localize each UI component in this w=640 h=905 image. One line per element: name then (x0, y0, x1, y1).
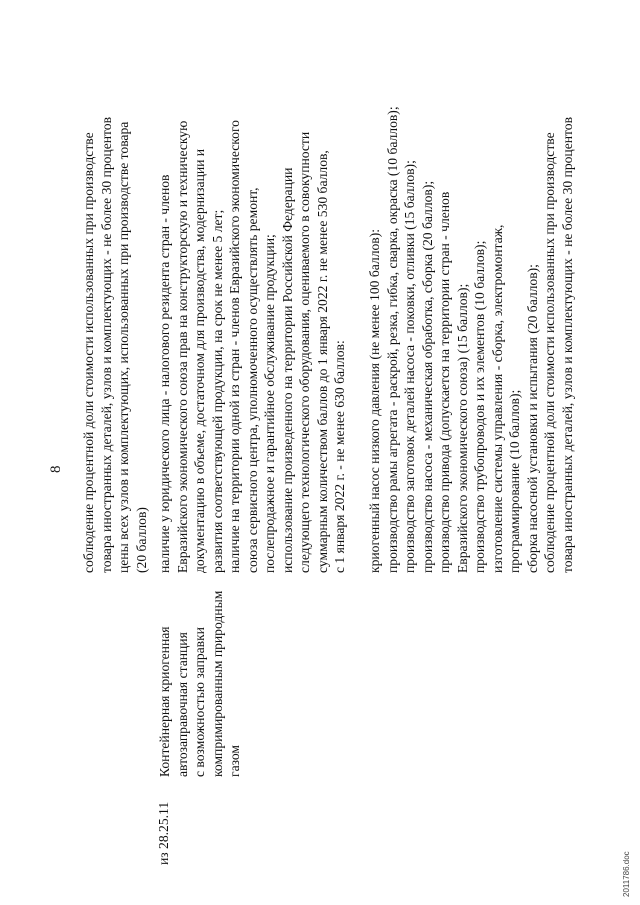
product-line: с возможностью заправки (192, 627, 207, 777)
requirement-line: послепродажное и гарантийное обслуживание продукции; (262, 234, 277, 573)
requirement-line: производство насоса - механическая обработка, сборка (20 баллов); (419, 180, 435, 573)
continued-line: товара иностранных деталей, узлов и комплектующих - не более 30 процентов (98, 117, 114, 573)
requirement-line: изготовление системы управления - сборка, электромонтаж, (489, 224, 505, 573)
requirement-line: производство рамы агрегата - раскрой, резка, гибка, сварка, окраска (10 баллов); (384, 106, 400, 573)
product-line: газом (227, 744, 242, 777)
page-number: 8 (48, 465, 64, 473)
product-line: компримированным природным (209, 590, 225, 777)
requirement-line: программирование (10 баллов); (507, 389, 522, 573)
requirements (156, 106, 576, 573)
product-line: Контейнерная криогенная (157, 626, 172, 777)
continued-line: (20 баллов) (133, 507, 149, 573)
requirement-line: товара иностранных деталей, узлов и комплектующих - не более 30 процентов (559, 117, 575, 573)
requirement-line: суммарным количеством баллов до 1 января 2022 г. не менее 530 баллов, (314, 150, 330, 573)
continued-line: соблюдение процентной доли стоимости использованных при производстве (81, 132, 96, 573)
requirement-line: союза сервисного центра, уполномоченного осуществлять ремонт, (244, 187, 260, 573)
product-name (156, 577, 244, 777)
requirement-line: соблюдение процентной доли стоимости использованных при производстве (542, 132, 557, 573)
requirement-line: Евразийского экономического союза прав на конструкторскую и техническую (174, 120, 190, 573)
requirement-line: криогенный насос низкого давления (не менее 100 баллов): (367, 229, 382, 573)
requirement-line: следующего технологического оборудования, оцениваемого в совокупности (297, 131, 312, 573)
requirement-line: наличие на территории одной из стран - членов Евразийского экономического (227, 120, 242, 573)
requirement-line: документацию в объеме, достаточном для производства, модернизации и (192, 148, 207, 573)
continued-line: цены всех узлов и комплектующих, использованных при производстве товара (116, 121, 131, 573)
requirement-line: производство привода (допускается на территории стран - членов (437, 191, 452, 573)
requirement-line: с 1 января 2022 г. - не менее 630 баллов: (332, 340, 347, 573)
requirement-line: наличие у юридического лица - налогового резидента стран - членов (157, 174, 172, 573)
requirement-line: производство трубопроводов и их элементов (10 баллов); (472, 240, 487, 573)
requirement-line: сборка насосной установки и испытания (20 баллов); (524, 264, 540, 573)
requirement-line: производство заготовок деталей насоса - поковки, отливки (15 баллов); (402, 160, 417, 573)
paragraph-gap (349, 106, 367, 573)
product-code: из 28.25.11 (156, 801, 171, 865)
footer-filename: 2011786.doc (622, 851, 631, 897)
requirement-line: использование произведенного на территории Российской Федерации (279, 167, 295, 573)
product-line: автозаправочная станция (174, 632, 190, 777)
requirement-line: развития соответствующей продукции, на срок не менее 5 лет; (209, 209, 225, 573)
requirement-line: Евразийского экономического союза) (15 баллов); (454, 283, 470, 573)
